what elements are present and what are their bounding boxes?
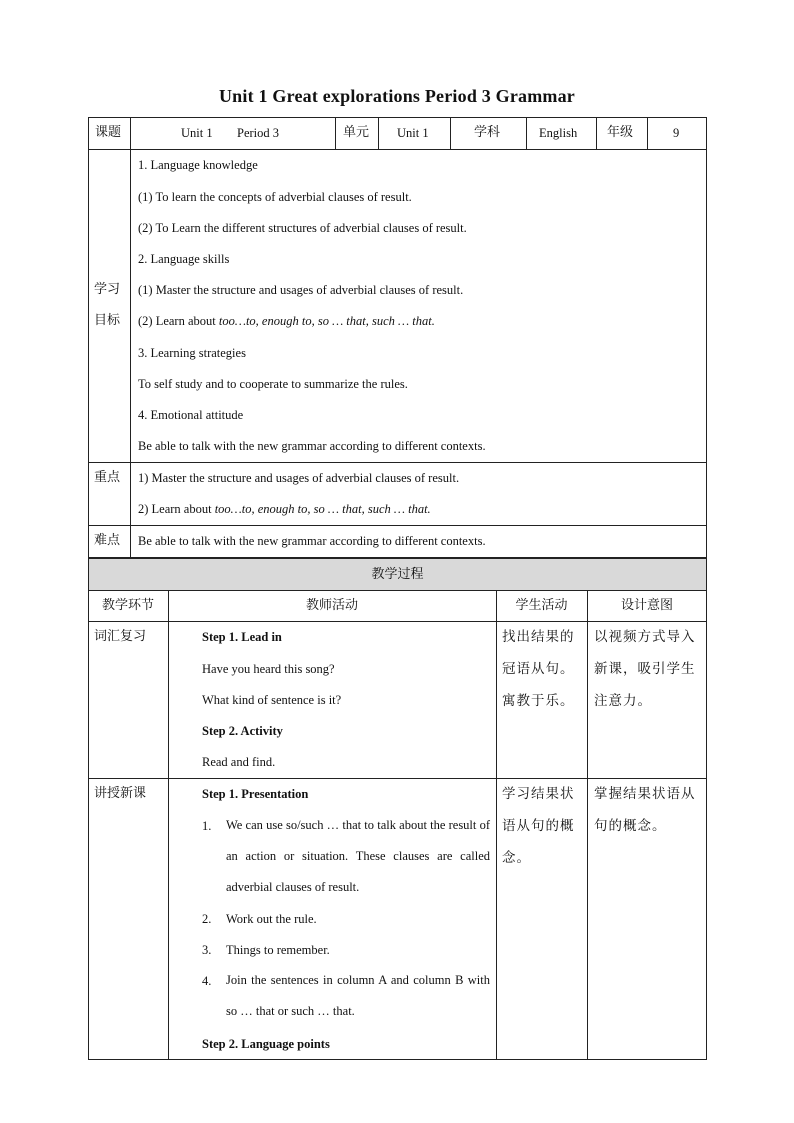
objective-line: (2) To Learn the different structures of adverbial clauses of result.: [138, 221, 467, 235]
col-stage-header: 教学环节: [101, 598, 154, 613]
stage-label: 词汇复习: [94, 629, 147, 644]
objective-line: 3. Learning strategies: [138, 346, 246, 360]
objective-line: To self study and to cooperate to summarize the rules.: [138, 377, 408, 391]
objective-line: Be able to talk with the new grammar according to different contexts.: [138, 439, 486, 453]
grade-value: 9: [673, 126, 680, 140]
subject-label: 学科: [474, 125, 501, 140]
list-number: 1.: [202, 819, 212, 833]
list-item: Work out the rule.: [226, 912, 317, 926]
key-point-text: 2) Learn about: [138, 502, 215, 516]
teacher-step: Step 1. Lead in: [202, 630, 282, 644]
lesson-info-table: [88, 117, 707, 558]
teacher-step: Step 2. Activity: [202, 724, 283, 738]
difficulty-label: 难点: [94, 533, 121, 548]
stage-label: 讲授新课: [94, 786, 147, 801]
key-point-italic: too…to, enough to, so … that, such … that.: [214, 502, 431, 516]
course-unit: Unit 1: [181, 126, 213, 140]
objective-line-text: (2) Learn about: [138, 314, 219, 328]
student-activity: 找出结果的冠语从句。寓教于乐。: [502, 629, 575, 709]
objective-line-italic: too…to, enough to, so … that, such … that.: [218, 314, 435, 328]
objective-line: 4. Emotional attitude: [138, 408, 244, 422]
teacher-step: Step 2. Language points: [202, 1037, 330, 1051]
key-point-line: [138, 501, 431, 517]
grade-label: 年级: [607, 125, 634, 140]
page-title: Unit 1 Great explorations Period 3 Grammar: [218, 86, 575, 106]
process-header: 教学过程: [371, 567, 424, 582]
key-points-label: 重点: [94, 470, 121, 485]
teacher-line: Read and find.: [202, 755, 276, 769]
unit-label: 单元: [343, 125, 370, 140]
objective-line: 2. Language skills: [138, 252, 230, 266]
design-intent: 掌握结果状语从句的概念。: [594, 786, 696, 834]
list-item: We can use so/such … that to talk about the result of an action or situation. These clauses are called adverbial clauses of result.: [226, 818, 490, 895]
difficulty-text: Be able to talk with the new grammar according to different contexts.: [138, 534, 486, 548]
objectives-label-1: 学习: [94, 282, 121, 297]
design-intent: 以视频方式导入新课，吸引学生注意力。: [594, 629, 696, 709]
teacher-line: What kind of sentence is it?: [202, 693, 342, 707]
unit-value: Unit 1: [397, 126, 429, 140]
col-design-header: 设计意图: [620, 598, 673, 613]
list-number: 4.: [202, 974, 212, 988]
list-number: 3.: [202, 943, 212, 957]
col-teacher-header: 教师活动: [305, 598, 358, 613]
col-student-header: 学生活动: [515, 598, 568, 613]
list-item: Things to remember.: [226, 943, 330, 957]
list-number: 2.: [202, 912, 212, 926]
objective-line: (1) To learn the concepts of adverbial clauses of result.: [138, 190, 412, 204]
list-item: Join the sentences in column A and column B with so … that or such … that.: [226, 973, 490, 1019]
objective-line: [138, 313, 435, 329]
subject-value: English: [539, 126, 578, 140]
key-point-line: 1) Master the structure and usages of adverbial clauses of result.: [138, 471, 460, 485]
objective-line: (1) Master the structure and usages of adverbial clauses of result.: [138, 283, 464, 297]
student-activity: 学习结果状语从句的概念。: [502, 786, 575, 866]
teacher-line: Have you heard this song?: [202, 662, 335, 676]
course-period: Period 3: [237, 126, 280, 140]
teacher-step: Step 1. Presentation: [202, 787, 309, 801]
objective-line: 1. Language knowledge: [138, 158, 258, 172]
course-label: 课题: [95, 125, 122, 140]
objectives-label-2: 目标: [94, 313, 121, 328]
